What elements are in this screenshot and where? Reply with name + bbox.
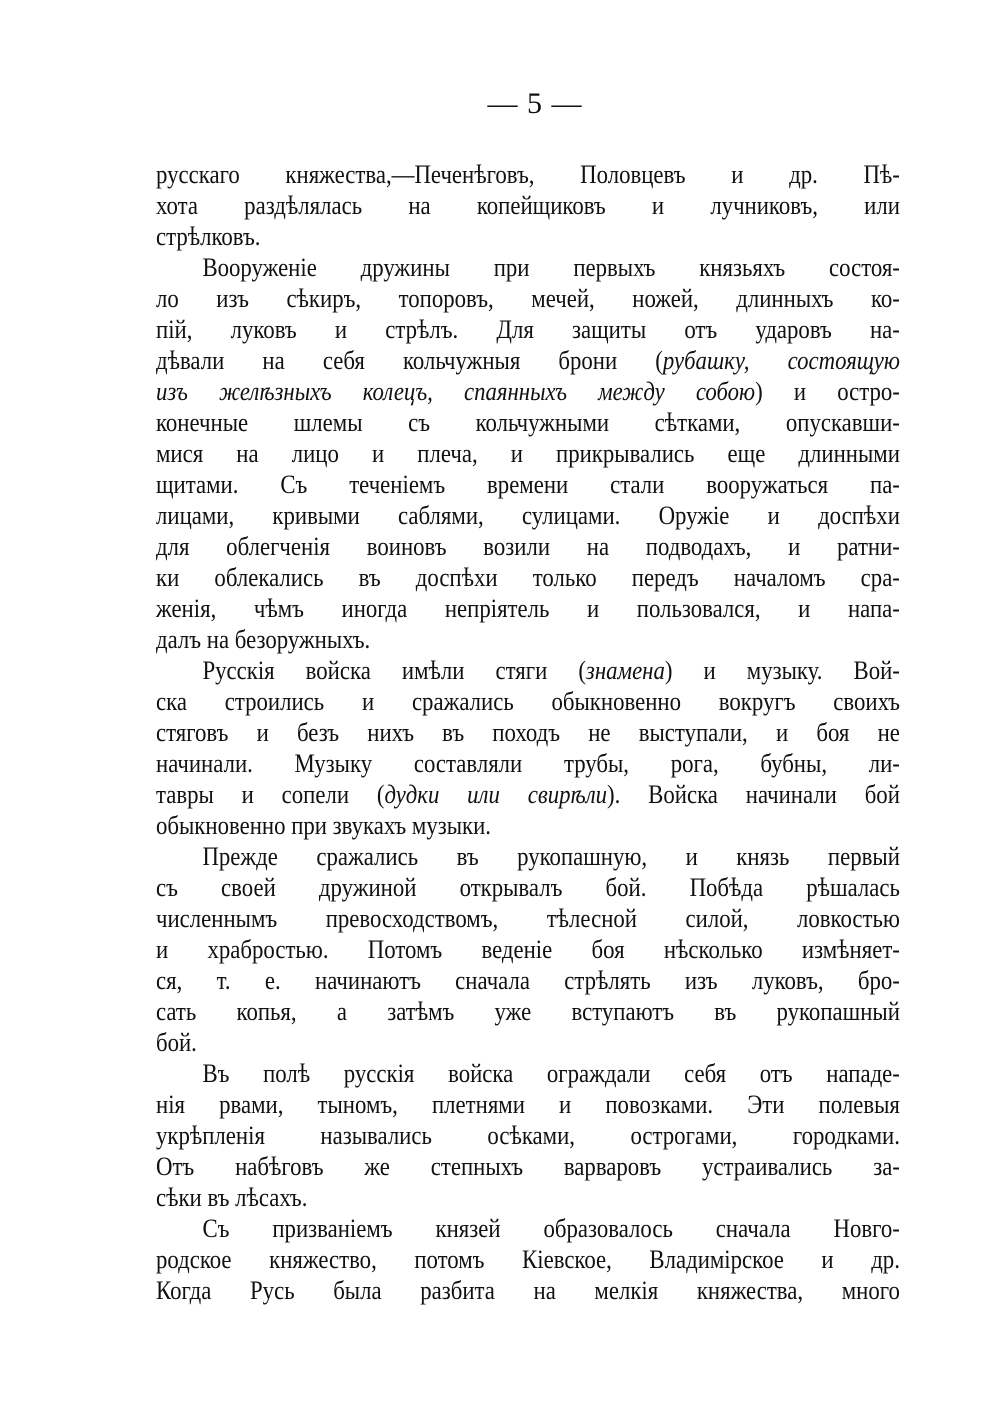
text-line: сѣки въ лѣсахъ. [156, 1182, 308, 1212]
text-line: щитами. Съ теченіемъ времени стали вооружаться па- [156, 469, 900, 499]
text-line: Вооруженіе дружины при первыхъ князьяхъ состоя- [202, 252, 900, 282]
text-line: лицами, кривыми саблями, сулицами. Оружіе и доспѣхи [156, 500, 900, 530]
paragraph [156, 841, 900, 1058]
text-line: пій, луковъ и стрѣлъ. Для защиты отъ ударовъ на- [156, 314, 900, 344]
text-line: численнымъ превосходствомъ, тѣлесной силой, ловкостью [156, 903, 900, 933]
text-line: стяговъ и безъ нихъ въ походъ не выступали, и боя не [156, 717, 900, 747]
text-line: конечные шлемы съ кольчужными сѣтками, опускавши- [156, 407, 900, 437]
text-line: съ своей дружиной открывалъ бой. Побѣда рѣшалась [156, 872, 900, 902]
text-line: ся, т. е. начинаютъ сначала стрѣлять изъ луковъ, бро- [156, 965, 900, 995]
text-line: ска строились и сражались обыкновенно вокругъ своихъ [156, 686, 900, 716]
text-line: тавры и сопели (дудки или свирѣли). Войска начинали бой [156, 779, 900, 809]
text-line: ки облекались въ доспѣхи только передъ началомъ сра- [156, 562, 900, 592]
text-line: хота раздѣлялась на копейщиковъ и лучниковъ, или [156, 190, 900, 220]
text-line: изъ желѣзныхъ колецъ, спаянныхъ между собою) и остро- [156, 376, 900, 406]
text-line: женія, чѣмъ иногда непріятель и пользовался, и напа- [156, 593, 900, 623]
text-line: Съ призваніемъ князей образовалось сначала Новго- [202, 1213, 900, 1243]
text-line: Когда Русь была разбита на мелкія княжества, много [156, 1275, 900, 1305]
text-line: бой. [156, 1027, 197, 1057]
text-line: и храбростью. Потомъ веденіе боя нѣсколько измѣняет- [156, 934, 900, 964]
text-line: начинали. Музыку составляли трубы, рога, бубны, ли- [156, 748, 900, 778]
document-page [156, 84, 900, 1306]
text-line: ло изъ сѣкиръ, топоровъ, мечей, ножей, длинныхъ ко- [156, 283, 900, 313]
body-text [156, 159, 900, 1306]
text-line: мися на лицо и плеча, и прикрывались еще длинными [156, 438, 900, 468]
paragraph [156, 159, 900, 252]
text-line: нія рвами, тыномъ, плетнями и повозками. Эти полевыя [156, 1089, 900, 1119]
page-number: — 5 — [487, 87, 583, 120]
text-line: сать копья, а затѣмъ уже вступаютъ въ рукопашный [156, 996, 900, 1026]
text-line: далъ на безоружныхъ. [156, 624, 371, 654]
text-line: стрѣлковъ. [156, 221, 261, 251]
text-line: укрѣпленія назывались осѣками, острогами, городками. [156, 1120, 900, 1150]
text-line: родское княжество, потомъ Кіевское, Владимірское и др. [156, 1244, 900, 1274]
text-line: Прежде сражались въ рукопашную, и князь первый [202, 841, 900, 871]
paragraph [156, 1058, 900, 1213]
text-line: дѣвали на себя кольчужныя брони (рубашку, состоящую [156, 345, 900, 375]
paragraph [156, 655, 900, 841]
paragraph [156, 1213, 900, 1306]
text-line: для облегченія воиновъ возили на подводахъ, и ратни- [156, 531, 900, 561]
text-line: Въ полѣ русскія войска ограждали себя отъ нападе- [202, 1058, 900, 1088]
text-line: Русскія войска имѣли стяги (знамена) и музыку. Вой- [202, 655, 900, 685]
paragraph [156, 252, 900, 655]
text-line: обыкновенно при звукахъ музыки. [156, 810, 492, 840]
text-line: Отъ набѣговъ же степныхъ варваровъ устраивались за- [156, 1151, 900, 1181]
text-line: русскаго княжества,—Печенѣговъ, Половцевъ и др. Пѣ- [156, 159, 900, 189]
